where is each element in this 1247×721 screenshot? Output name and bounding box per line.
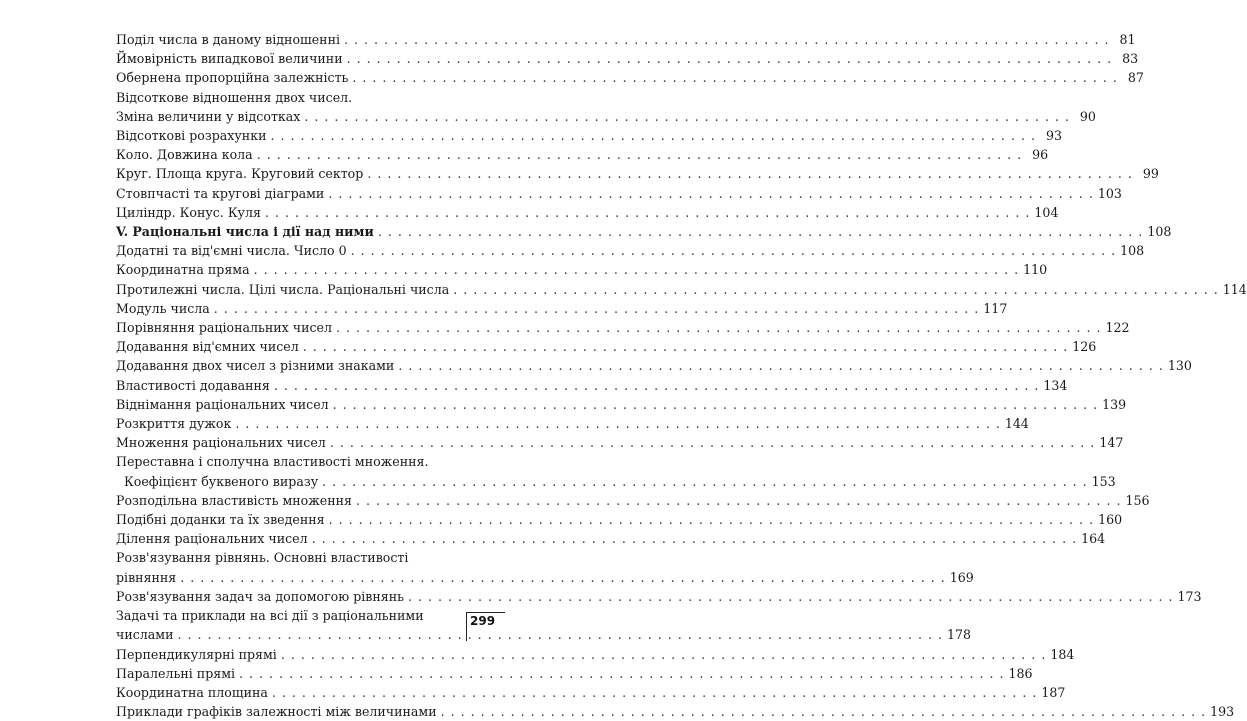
leader-dots [367,164,1133,183]
toc-entry-title: Циліндр. Конус. Куля [116,204,261,220]
toc-entry-page: 81 [1119,32,1136,47]
toc-entry-page: 87 [1127,70,1144,86]
toc-entry [116,299,1008,318]
toc-entry-page: 134 [1043,377,1068,393]
leader-dots [274,376,1040,395]
toc-entry [116,683,1066,702]
toc-section-heading [116,222,1172,241]
toc-entry-page: 114 [1222,281,1247,297]
leader-dots [180,568,946,587]
leader-dots [303,337,1069,356]
toc-entry-page: 193 [1210,704,1235,720]
toc-entry-title: Зміна величини у відсотках [116,108,301,124]
toc-entry [116,30,1136,49]
toc-entry-title: Подібні доданки та їх зведення [116,512,325,528]
toc-entry [116,548,974,586]
toc-entry [116,414,1029,433]
leader-dots [254,260,1020,279]
leader-dots [312,529,1078,548]
toc-entry-title: Стовпчасті та кругові діаграми [116,185,325,201]
toc-entry-title: Координатна пряма [116,262,250,278]
toc-entry-page: 156 [1125,492,1150,508]
toc-entry [116,510,1123,529]
toc-entry [116,452,1116,490]
toc-entry [116,587,1202,606]
toc-entry [116,184,1122,203]
leader-dots [265,203,1031,222]
toc-entry-page: 110 [1023,262,1048,278]
toc-entry-title: Круг. Площа круга. Круговий сектор [116,166,364,182]
toc-entry [116,49,1139,68]
toc-entry [116,241,1145,260]
toc-entry-page: 103 [1097,185,1122,201]
toc-entry-page: 83 [1122,51,1139,67]
toc-entry-page: 139 [1102,396,1127,412]
toc-entry [116,280,1247,299]
toc-entry-page: 187 [1041,684,1066,700]
toc-entry [116,203,1059,222]
toc-entry [116,145,1049,164]
leader-dots [322,472,1088,491]
leader-dots [453,280,1219,299]
toc-entry-title: Протилежні числа. Цілі числа. Раціональні числа [116,281,450,297]
leader-dots [330,433,1096,452]
leader-dots [336,318,1102,337]
toc-entry [116,433,1124,452]
toc-entry-title: Коефіцієнт буквеного виразу [124,473,319,489]
toc-entry-page: 130 [1167,358,1192,374]
toc-entry [116,395,1127,414]
toc-entry-page: 108 [1147,224,1172,240]
toc-entry-page: 144 [1004,416,1029,432]
leader-dots [441,702,1207,721]
toc-entry-title: Ділення раціональних чисел [116,531,308,547]
toc-entry-title: Розв'язування задач за допомогою рівнянь [116,588,404,604]
leader-dots [257,145,1023,164]
toc-entry-title: Віднімання раціональних чисел [116,396,329,412]
toc-entry-page: 122 [1105,320,1130,336]
toc-entry-page: 169 [949,569,974,585]
toc-entry [116,702,1235,721]
toc-entry-page: 160 [1098,512,1123,528]
toc-entry-page: 117 [983,300,1008,316]
leader-dots [344,30,1110,49]
toc-entry-title: Розкриття дужок [116,416,232,432]
toc-entry-title: Поділ числа в даному відношенні [116,32,341,47]
leader-dots [351,241,1117,260]
leader-dots [239,664,1005,683]
toc-entry [116,126,1062,145]
toc-entry-title: V. Раціональні числа і дії над ними [116,224,374,240]
toc-entry-title: Порівняння раціональних чисел [116,320,332,336]
toc-entry [116,491,1150,510]
leader-dots [329,510,1095,529]
leader-dots [352,68,1118,87]
toc-entry-title: Множення раціональних чисел [116,435,326,451]
toc-entry-page: 104 [1034,204,1059,220]
leader-dots [408,587,1174,606]
leader-dots [328,184,1094,203]
toc-entry-page: 153 [1091,473,1116,489]
leader-dots [281,645,1047,664]
leader-dots [356,491,1122,510]
toc-entry [116,260,1048,279]
toc-entry-title: Коло. Довжина кола [116,147,253,163]
toc-entry-page: 93 [1045,128,1062,144]
page-number: 299 [470,614,496,628]
leader-dots [272,683,1038,702]
toc-entry-page: 99 [1142,166,1159,182]
toc-entry-page: 186 [1008,665,1033,681]
toc-entry [116,337,1097,356]
toc-entry-page: 184 [1050,646,1075,662]
leader-dots [214,299,980,318]
leader-dots [378,222,1144,241]
toc-entry-title: Координатна площина [116,684,268,700]
toc-entry-title: Обернена пропорційна залежність [116,70,349,86]
leader-dots [347,49,1113,68]
toc-entry [116,356,1192,375]
toc-entry-title: Ймовірність випадкової величини [116,51,343,67]
toc-entry-title: Перпендикулярні прямі [116,646,277,662]
leader-dots [304,107,1070,126]
toc-entry-title: Паралельні прямі [116,665,236,681]
toc-entry-title-line1: Задачі та приклади на всі дії з раціональними [116,608,424,624]
toc-entry-page: 90 [1079,108,1096,124]
toc-entry-page: 96 [1032,147,1049,163]
toc-entry-title: рівняння [116,569,177,585]
leader-dots [333,395,1099,414]
toc-entry-page: 164 [1081,531,1106,547]
toc-entry-title: Додавання двох чисел з різними знаками [116,358,395,374]
toc-entry [116,529,1106,548]
toc-entry-title: Додатні та від'ємні числа. Число 0 [116,243,347,259]
toc-entry [116,68,1144,87]
leader-dots [235,414,1001,433]
toc-entry [116,645,1075,664]
toc-entry-title: Модуль числа [116,300,210,316]
toc-entry [116,664,1033,683]
toc-entry-title: Додавання від'ємних чисел [116,339,299,355]
toc-entry-title: числами [116,627,174,643]
toc-entry-page: 126 [1072,339,1097,355]
leader-dots [270,126,1036,145]
toc-entry [116,164,1159,183]
toc-entry-page: 178 [946,627,972,643]
toc-entry-title: Приклади графіків залежності між величинами [116,704,437,720]
toc-entry-page: 108 [1120,243,1145,259]
toc-entry-title-line1: Переставна і сполучна властивості множення. [116,454,429,470]
toc-entry [116,376,1068,395]
toc-entry-title: Відсоткові розрахунки [116,128,267,144]
toc-entry-title-line1: Відсоткове відношення двох чисел. [116,89,353,105]
toc-entry-title: Властивості додавання [116,377,270,393]
leader-dots [398,356,1164,375]
toc-entry [116,318,1130,337]
toc-entry-page: 173 [1177,588,1202,604]
toc-entry [116,88,1096,126]
toc-entry-title-line1: Розв'язування рівнянь. Основні властивості [116,550,409,566]
toc-entry-title: Розподільна властивість множення [116,492,352,508]
leader-dots [177,625,943,644]
toc-entry-page: 147 [1099,435,1124,451]
